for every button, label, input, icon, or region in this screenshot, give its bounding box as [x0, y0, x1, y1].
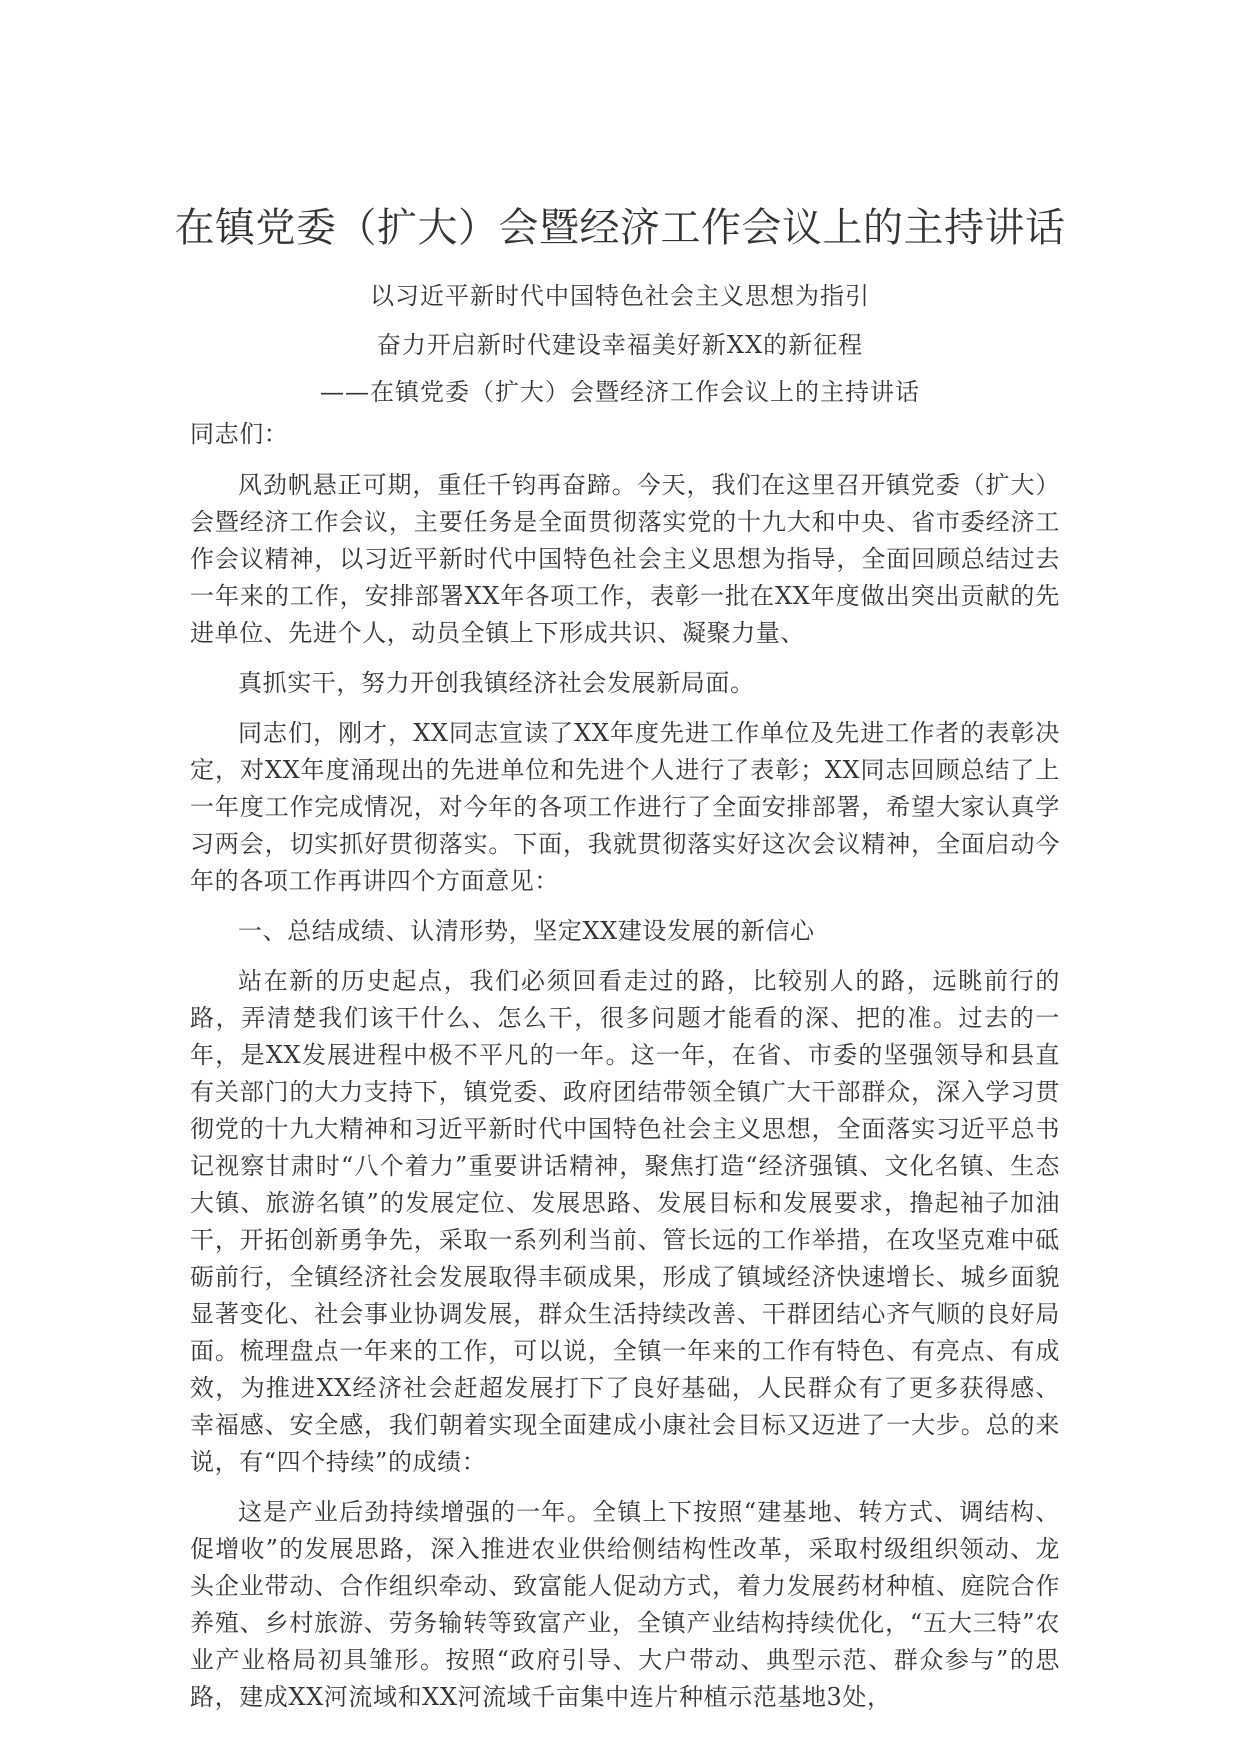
section-heading-1: 一、总结成绩、认清形势，坚定XX建设发展的新信心: [238, 917, 815, 945]
document-body: [190, 416, 1060, 1729]
subtitle-line-2: 奋力开启新时代建设幸福美好新XX的新征程: [376, 331, 864, 359]
paragraph-5: 这是产业后劲持续增强的一年。全镇上下按照“建基地、转方式、调结构、促增收”的发展思路，深入推进农业供给侧结构性改革，采取村级组织领动、龙头企业带动、合作组织牵动、致富能人促动方式，着力发展药材种植、庭院合作养殖、乡村旅游、劳务输转等致富产业，全镇产业结构持续优化，“五大三特”农业产业格局初具雏形。按照“政府引导、大户带动、典型示范、群众参与”的思路，建成XX河流域和XX河流域千亩集中连片种植示范基地3处，: [190, 1498, 1060, 1711]
document-title: 在镇党委（扩大）会暨经济工作会议上的主持讲话: [174, 205, 1066, 251]
paragraph-1: 风劲帆悬正可期，重任千钧再奋蹄。今天，我们在这里召开镇党委（扩大）会暨经济工作会议，主要任务是全面贯彻落实党的十九大和中央、省市委经济工作会议精神，以习近平新时代中国特色社会主义思想为指导，全面回顾总结过去一年来的工作，安排部署XX年各项工作，表彰一批在XX年度做出突出贡献的先进单位、先进个人，动员全镇上下形成共识、凝聚力量、: [190, 471, 1060, 647]
salutation: 同志们：: [190, 420, 289, 448]
subtitle-line-1: 以习近平新时代中国特色社会主义思想为指引: [370, 282, 870, 310]
paragraph-3: 同志们，刚才，XX同志宣读了XX年度先进工作单位及先进工作者的表彰决定，对XX年度涌现出的先进单位和先进个人进行了表彰；XX同志回顾总结了上一年度工作完成情况，对今年的各项工作进行了全面安排部署，希望大家认真学习两会，切实抓好贯彻落实。下面，我就贯彻落实好这次会议精神，全面启动今年的各项工作再讲四个方面意见：: [190, 719, 1060, 895]
subtitle-line-3: ——在镇党委（扩大）会暨经济工作会议上的主持讲话: [320, 378, 920, 406]
paragraph-4: 站在新的历史起点，我们必须回看走过的路，比较别人的路，远眺前行的路，弄清楚我们该干什么、怎么干，很多问题才能看的深、把的准。过去的一年，是XX发展进程中极不平凡的一年。这一年，在省、市委的坚强领导和县直有关部门的大力支持下，镇党委、政府团结带领全镇广大干部群众，深入学习贯彻党的十九大精神和习近平新时代中国特色社会主义思想，全面落实习近平总书记视察甘肃时“八个着力”重要讲话精神，聚焦打造“经济强镇、文化名镇、生态大镇、旅游名镇”的发展定位、发展思路、发展目标和发展要求，撸起袖子加油干，开拓创新勇争先，采取一系列利当前、管长远的工作举措，在攻坚克难中砥砺前行，全镇经济社会发展取得丰硕成果，形成了镇域经济快速增长、城乡面貌显著变化、社会事业协调发展，群众生活持续改善、干群团结心齐气顺的良好局面。梳理盘点一年来的工作，可以说，全镇一年来的工作有特色、有亮点、有成效，为推进XX经济社会赶超发展打下了良好基础，人民群众有了更多获得感、幸福感、安全感，我们朝着实现全面建成小康社会目标又迈进了一大步。总的来说，有“四个持续”的成绩：: [190, 967, 1060, 1476]
paragraph-2: 真抓实干，努力开创我镇经济社会发展新局面。: [238, 669, 755, 697]
